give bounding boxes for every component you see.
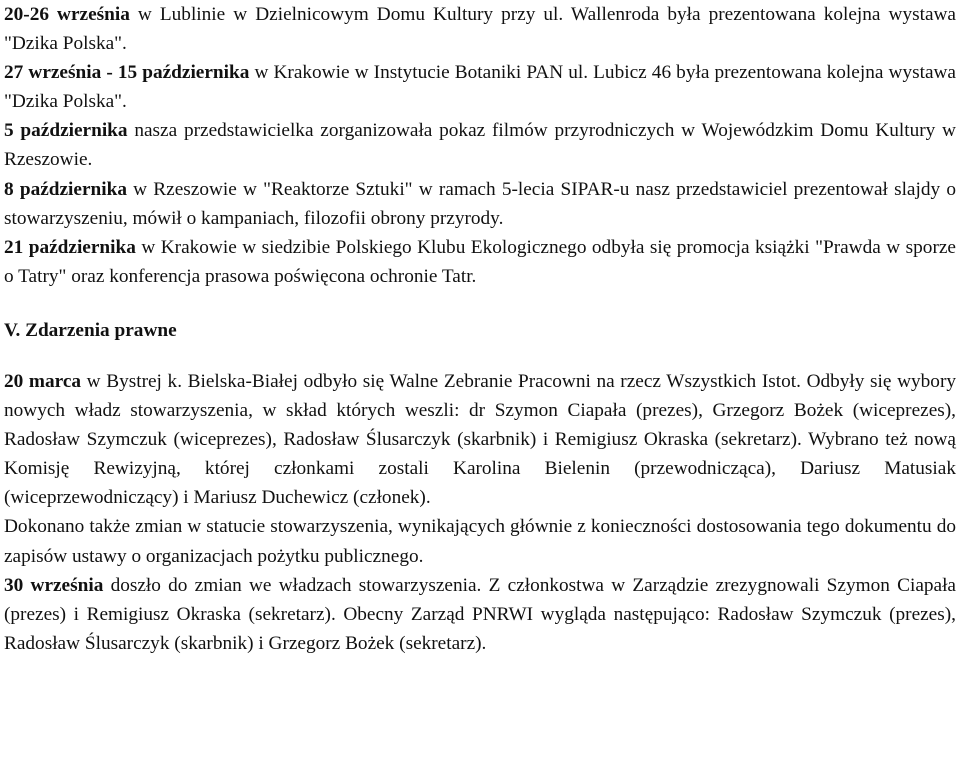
entry-text: w Lublinie w Dzielnicowym Domu Kultury przy ul. Wallenroda była prezentowana kolejna wystawa "Dzika Polska". xyxy=(4,4,956,55)
entry-date: 27 września - 15 października xyxy=(4,62,250,84)
entry-text: Dokonano także zmian w statucie stowarzyszenia, wynikających głównie z konieczności dostosowania tego dokumentu do zapisów ustawy o organizacjach pożytku publicznego. xyxy=(4,516,956,567)
entry-text: w Bystrej k. Bielska-Białej odbyło się Walne Zebranie Pracowni na rzecz Wszystkich Istot. Odbyły się wybory nowych władz stowarzyszenia, w skład których weszli: dr Szymon Ciapała (prezes), Grzegorz Bożek (wiceprezes), Radosław Szymczuk (wiceprezes), Radosław Ślusarczyk (skarbnik) i Remigiusz Okraska (sekretarz). Wybrano też nową Komisję Rewizyjną, której członkami zostali Karolina Bielenin (przewodnicząca), Dariusz Matusiak (wiceprzewodniczący) i Mariusz Duchewicz (członek). xyxy=(4,370,956,509)
entry-statute-changes xyxy=(4,512,956,570)
entry-book-promotion xyxy=(4,233,956,291)
entry-lublin-exhibition xyxy=(4,0,956,58)
entry-film-screening xyxy=(4,116,956,174)
entry-text: nasza przedstawicielka zorganizowała pokaz filmów przyrodniczych w Wojewódzkim Domu Kultury w Rzeszowie. xyxy=(4,120,956,171)
entry-date: 21 października xyxy=(4,236,136,258)
entry-text: doszło do zmian we władzach stowarzyszenia. Z członkostwa w Zarządzie zrezygnowali Szymon Ciapała (prezes) i Remigiusz Okraska (sekretarz). Obecny Zarząd PNRWI wygląda następująco: Radosław Szymczuk (prezes), Radosław Ślusarczyk (skarbnik) i Grzegorz Bożek (sekretarz). xyxy=(4,574,956,654)
entry-text: w Rzeszowie w "Reaktorze Sztuki" w ramach 5-lecia SIPAR-u nasz przedstawiciel prezentował slajdy o stowarzyszeniu, mówił o kampaniach, filozofii obrony przyrody. xyxy=(4,178,956,229)
entry-reaktor-sztuki xyxy=(4,175,956,233)
section-heading-legal-events: V. Zdarzenia prawne xyxy=(4,319,177,341)
entry-text: w Krakowie w siedzibie Polskiego Klubu Ekologicznego odbyła się promocja książki "Prawda w sporze o Tatry" oraz konferencja prasowa poświęcona ochronie Tatr. xyxy=(4,236,956,287)
entry-krakow-exhibition xyxy=(4,58,956,116)
entry-date: 30 września xyxy=(4,574,104,596)
entry-date: 20-26 września xyxy=(4,4,130,25)
entry-date: 5 października xyxy=(4,120,128,142)
entry-general-meeting xyxy=(4,367,956,512)
entry-date: 20 marca xyxy=(4,370,82,392)
entry-board-changes xyxy=(4,571,956,658)
entry-date: 8 października xyxy=(4,178,127,200)
entry-text: w Krakowie w Instytucie Botaniki PAN ul. Lubicz 46 była prezentowana kolejna wystawa "Dzika Polska". xyxy=(4,62,956,113)
